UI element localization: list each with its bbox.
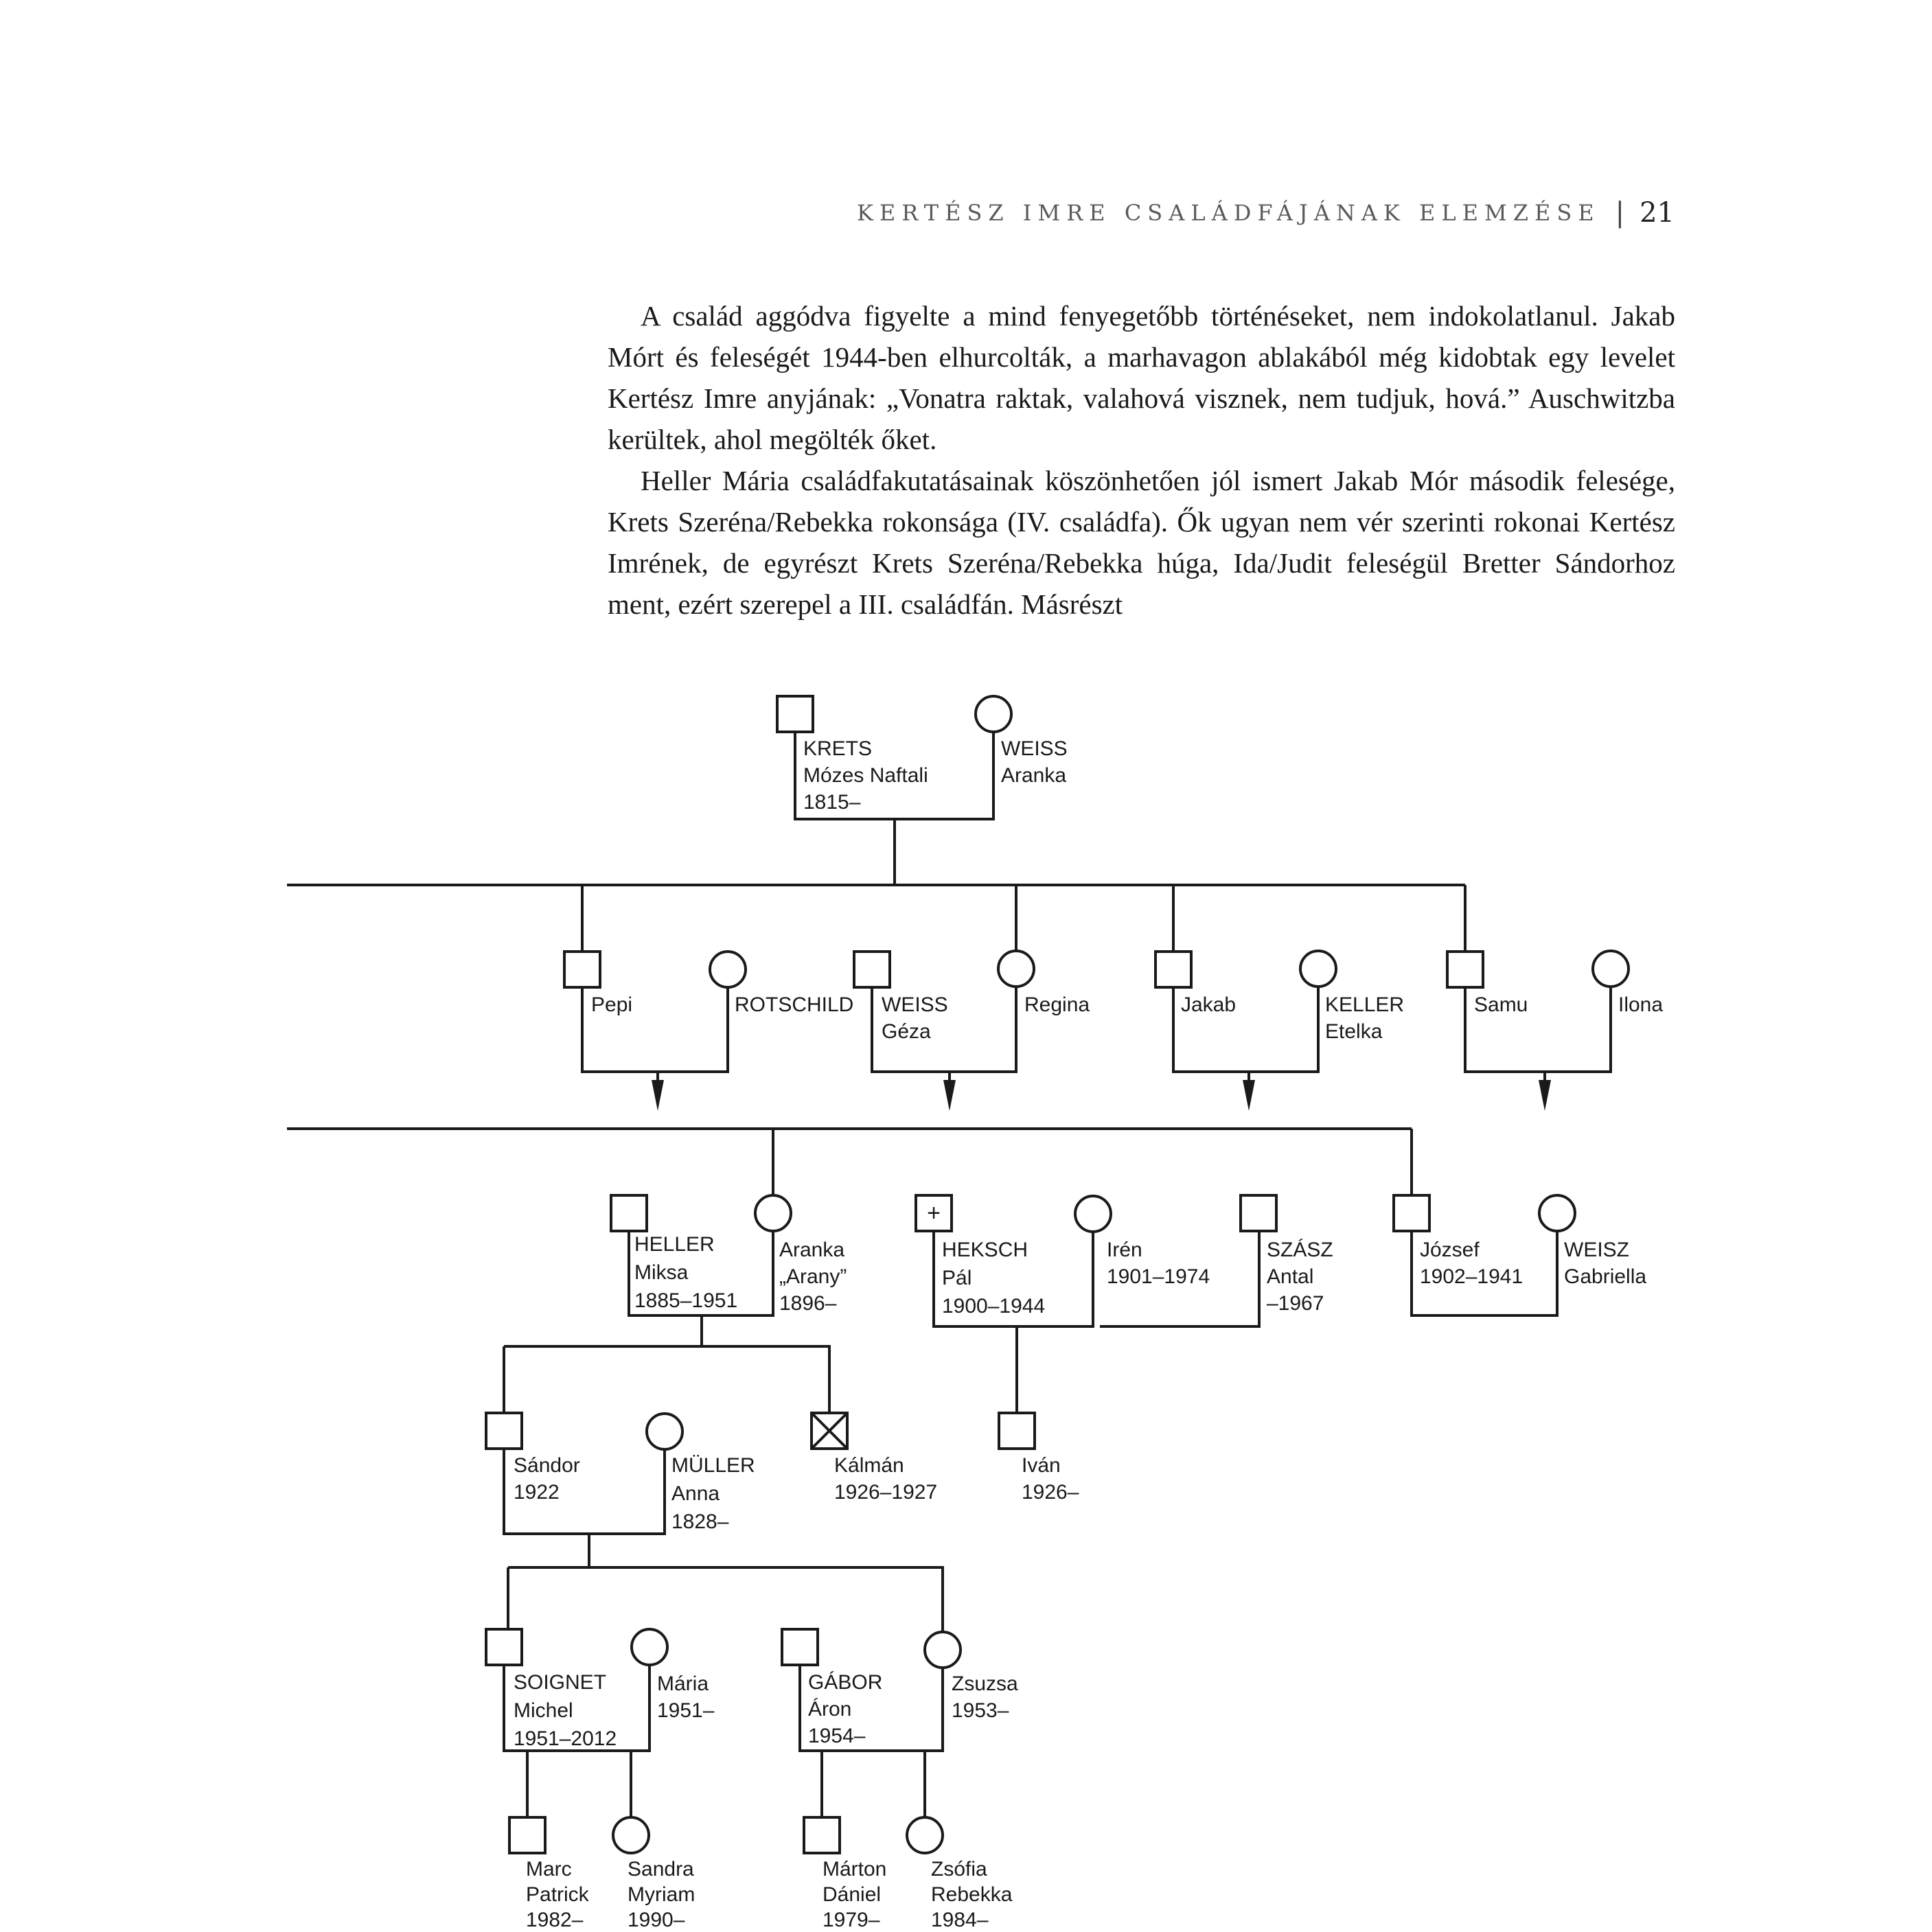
person-label: SZÁSZ Antal –1967: [1267, 1239, 1333, 1315]
chapter-title: KERTÉSZ IMRE CSALÁDFÁJÁNAK ELEMZÉSE: [856, 200, 1600, 226]
female-circle-icon: [998, 951, 1034, 987]
female-circle-icon: [632, 1629, 667, 1665]
person-label: Aranka „Arany” 1896–: [779, 1239, 847, 1315]
person-label: Zsófia Rebekka 1984–: [931, 1858, 1013, 1931]
paragraph: Heller Mária családfakutatásainak köszönhetően jól ismert Jakab Mór második felesége, Krets Szeréna/Rebekka rokonsága (IV. családfa). Ők ugyan nem vér szerinti rokonai Kertész Imrének, de egyrészt Krets Szeréna/Rebekka húga, Ida/Judit feleségül Bretter Sándorhoz ment, ezért szerepel a III. családfán. Másrészt: [608, 465, 1675, 620]
female-circle-icon: [976, 696, 1011, 732]
person-label: WEISS Aranka: [1001, 737, 1068, 787]
female-circle-icon: [907, 1817, 943, 1853]
person-label: SOIGNET Michel 1951–2012: [514, 1671, 617, 1750]
male-square-icon: [1394, 1195, 1429, 1231]
male-square-icon: [564, 952, 600, 987]
female-circle-icon: [710, 952, 746, 987]
person-label: Mária 1951–: [657, 1672, 715, 1722]
person-label: Regina: [1024, 993, 1090, 1016]
person-label: Samu: [1474, 993, 1528, 1016]
male-square-icon: [854, 952, 890, 987]
person-label: Iván 1926–: [1022, 1454, 1079, 1504]
down-arrow-icon: [1539, 1080, 1551, 1111]
person-label: WEISS Géza: [882, 993, 948, 1043]
down-arrow-icon: [652, 1080, 664, 1111]
male-square-icon: [782, 1629, 818, 1665]
person-label: Sándor 1922: [514, 1454, 580, 1504]
descent-arrows: [652, 1080, 1551, 1111]
female-circle-icon: [1593, 951, 1629, 987]
person-label: ROTSCHILD: [735, 993, 854, 1016]
down-arrow-icon: [1243, 1080, 1255, 1111]
down-arrow-icon: [943, 1080, 956, 1111]
female-circle-icon: [613, 1817, 649, 1853]
deceased-plus-icon: +: [927, 1200, 941, 1226]
person-label: Marc Patrick 1982–: [526, 1858, 589, 1931]
person-label: József 1902–1941: [1420, 1239, 1523, 1288]
female-circle-icon: [755, 1195, 791, 1231]
person-label: HEKSCH Pál 1900–1944: [942, 1239, 1046, 1318]
person-label: Ilona: [1618, 993, 1664, 1016]
person-labels: [514, 737, 1663, 1931]
female-circle-icon: [647, 1414, 682, 1449]
person-label: MÜLLER Anna 1828–: [671, 1454, 755, 1533]
person-label: Pepi: [591, 993, 633, 1016]
male-square-icon: [804, 1817, 840, 1853]
male-square-icon: [1241, 1195, 1276, 1231]
person-label: Márton Dániel 1979–: [823, 1858, 887, 1931]
female-circle-icon: [925, 1632, 961, 1668]
header-separator: |: [1615, 197, 1625, 229]
person-label: Irén 1901–1974: [1107, 1239, 1210, 1288]
person-label: Jakab: [1181, 993, 1237, 1016]
page-number: 21: [1640, 197, 1675, 229]
person-label: KELLER Etelka: [1325, 993, 1405, 1043]
person-label: HELLER Miksa 1885–1951: [634, 1233, 738, 1312]
male-square-icon: [486, 1629, 522, 1665]
person-label: WEISZ Gabriella: [1564, 1239, 1647, 1288]
person-label: KRETS Mózes Naftali 1815–: [803, 737, 928, 814]
male-square-icon: [486, 1413, 522, 1449]
male-square-icon: [509, 1817, 545, 1853]
male-square-icon: [1155, 952, 1191, 987]
female-circle-icon: [1075, 1196, 1111, 1232]
person-label: Zsuzsa 1953–: [952, 1672, 1018, 1722]
female-circle-icon: [1300, 951, 1336, 987]
female-circle-icon: [1539, 1195, 1575, 1231]
male-square-icon: [611, 1195, 647, 1231]
person-label: GÁBOR Áron 1954–: [808, 1671, 883, 1747]
male-square-icon: [1447, 952, 1483, 987]
person-label: Kálmán 1926–1927: [834, 1454, 938, 1504]
male-square-icon: [777, 696, 813, 732]
male-square-icon: [999, 1413, 1035, 1449]
person-label: Sandra Myriam 1990–: [628, 1858, 695, 1931]
paragraph: A család aggódva figyelte a mind fenyegetőbb történéseket, nem indokolatlanul. Jakab Mórt és feleségét 1944-ben elhurcolták, a marhavagon ablakából még kidobtak egy levelet Kertész Imre anyjának: „Vonatra raktak, valahová visznek, nem tudjuk, hová.” Auschwitzba kerültek, ahol megölték őket.: [608, 300, 1675, 455]
